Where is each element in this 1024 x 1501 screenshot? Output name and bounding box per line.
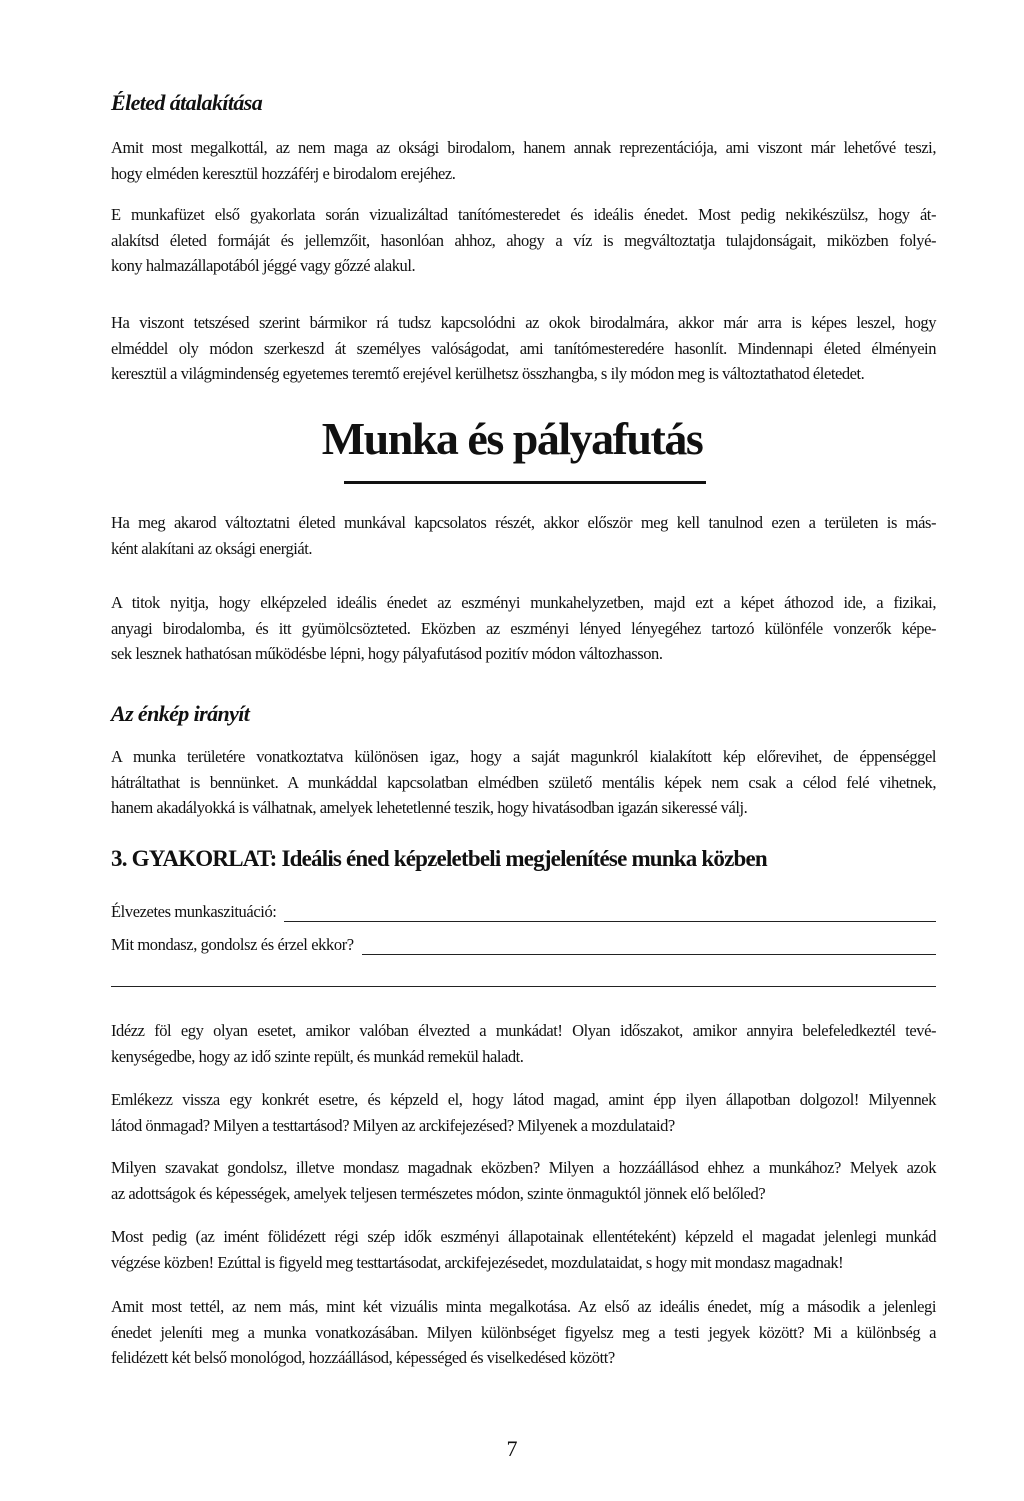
text-line: elméddel oly módon szerkeszd át személyes valóságodat, ami tanítómesteredére hasonlít. Mindennapi életed élményein (111, 338, 936, 358)
text-line: hanem akadályokká is válhatnak, amelyek lehetetlenné teszik, hogy hivatásodban igazán sikeressé válj. (111, 798, 748, 818)
answer-line[interactable] (111, 986, 936, 987)
text-line: A munka területére vonatkoztatva különösen igaz, hogy a saját magunkról kialakított kép előrevihet, de éppenséggel (111, 747, 936, 766)
field-label: Mit mondasz, gondolsz és érzel ekkor? (111, 935, 354, 954)
paragraph (111, 590, 936, 667)
paragraph (111, 744, 936, 821)
text-line: Ha meg akarod változtatni életed munkával kapcsolatos részét, akkor először meg kell tanulnod ezen a területen is más- (111, 513, 936, 532)
title-underline (344, 481, 706, 484)
text-line: anyagi birodalomba, és itt gyümölcsözteted. Eközben az eszményi lényed lényegéhez tartozó különféle vonzerők képe- (111, 618, 936, 638)
chapter-title: Munka és pályafutás (321, 413, 703, 464)
text-line: felidézett két belső monológod, hozzáállásod, képességed és viselkedésed között? (111, 1348, 615, 1368)
text-line: keresztül a világmindenség egyetemes teremtő erejével kerülhetsz összhangba, s ily módon meg is változtathatod életedet. (111, 364, 865, 384)
paragraph (111, 202, 936, 279)
text-line: alakítsd életed formáját és jellemzőit, hasonlóan ahhoz, ahogy a víz is megváltoztatja tulajdonságait, miközben folyé- (111, 230, 936, 250)
text-line: kony halmazállapotából jéggé vagy gőzzé alakul. (111, 256, 416, 276)
text-line: Amit most tettél, az nem más, mint két vizuális minta megalkotása. Az első az ideális énedet, míg a második a jelenlegi (111, 1297, 936, 1316)
text-line: az adottságok és képességek, amelyek teljesen természetes módon, szinte önmaguktól jönnek elő belőled? (111, 1183, 766, 1203)
field-what-you-say-think-feel[interactable] (111, 935, 936, 955)
text-line: sek lesznek hathatósan működésbe lépni, hogy pályafutásod pozitív módon változhasson. (111, 644, 663, 664)
text-line: kenységedbe, hogy az idő szinte repült, és munkád remekül haladt. (111, 1046, 524, 1066)
text-line: végzése közben! Ezúttal is figyeld meg testtartásodat, arckifejezésedet, mozdulataidat, s hogy mit mondasz magadnak! (111, 1252, 844, 1272)
text-line: Ha viszont tetszésed szerint bármikor rá tudsz kapcsolódni az okok birodalmára, akkor már arra is képes leszel, hogy (111, 313, 936, 332)
page-number: 7 (506, 1436, 518, 1461)
paragraph (111, 1018, 936, 1069)
field-enjoyable-work-situation[interactable] (111, 902, 936, 922)
paragraph (111, 1155, 936, 1206)
section-heading: Életed átalakítása (111, 90, 263, 115)
section-heading: Az énkép irányít (111, 701, 250, 726)
answer-line[interactable] (284, 903, 936, 922)
exercise-heading: 3. GYAKORLAT: Ideális éned képzeletbeli megjelenítése munka közben (111, 846, 767, 871)
paragraph (111, 1224, 936, 1275)
field-label: Élvezetes munkaszituáció: (111, 902, 277, 921)
paragraph (111, 310, 936, 387)
text-line: E munkafüzet első gyakorlata során vizualizáltad tanítómesteredet és ideális énedet. Most pedig nekikészülsz, hogy át- (111, 205, 936, 224)
text-line: Most pedig (az imént fölidézett régi szép idők eszményi állapotainak ellentéteként) képzeld el magadat jelenlegi munkád (111, 1227, 936, 1246)
text-line: énedet jeleníti meg a munka vonatkozásában. Milyen különbséget figyelsz meg a testi jegyek között? Mi a különbség a (111, 1322, 936, 1342)
text-line: látod önmagad? Milyen a testtartásod? Milyen az arckifejezésed? Milyenek a mozdulataid? (111, 1115, 675, 1135)
paragraph (111, 135, 936, 186)
text-line: hátráltathat is bennünket. A munkáddal kapcsolatban elmédben születő mentális képek nem csak a célod felé vihetnek, (111, 772, 936, 792)
answer-line[interactable] (362, 936, 936, 955)
text-line: Amit most megalkottál, az nem maga az oksági birodalom, hanem annak reprezentációja, ami viszont már lehetővé teszi, (111, 138, 936, 157)
paragraph (111, 1294, 936, 1371)
paragraph (111, 1087, 936, 1138)
text-line: Milyen szavakat gondolsz, illetve mondasz magadnak eközben? Milyen a hozzáállásod ehhez a munkához? Melyek azok (111, 1158, 936, 1177)
text-line: Emlékezz vissza egy konkrét esetre, és képzeld el, hogy látod magad, amint épp ilyen állapotban dolgozol! Milyennek (111, 1090, 936, 1109)
text-line: hogy elméden keresztül hozzáférj e birodalom erejéhez. (111, 163, 456, 183)
text-line: ként alakítani az oksági energiát. (111, 538, 313, 558)
text-line: A titok nyitja, hogy elképzeled ideális énedet az eszményi munkahelyzetben, majd ezt a képet áthozod ide, a fizikai, (111, 593, 936, 612)
text-line: Idézz föl egy olyan esetet, amikor valóban élvezted a munkádat! Olyan időszakot, amikor annyira belefeledkeztél tevé- (111, 1021, 936, 1040)
paragraph (111, 510, 936, 561)
